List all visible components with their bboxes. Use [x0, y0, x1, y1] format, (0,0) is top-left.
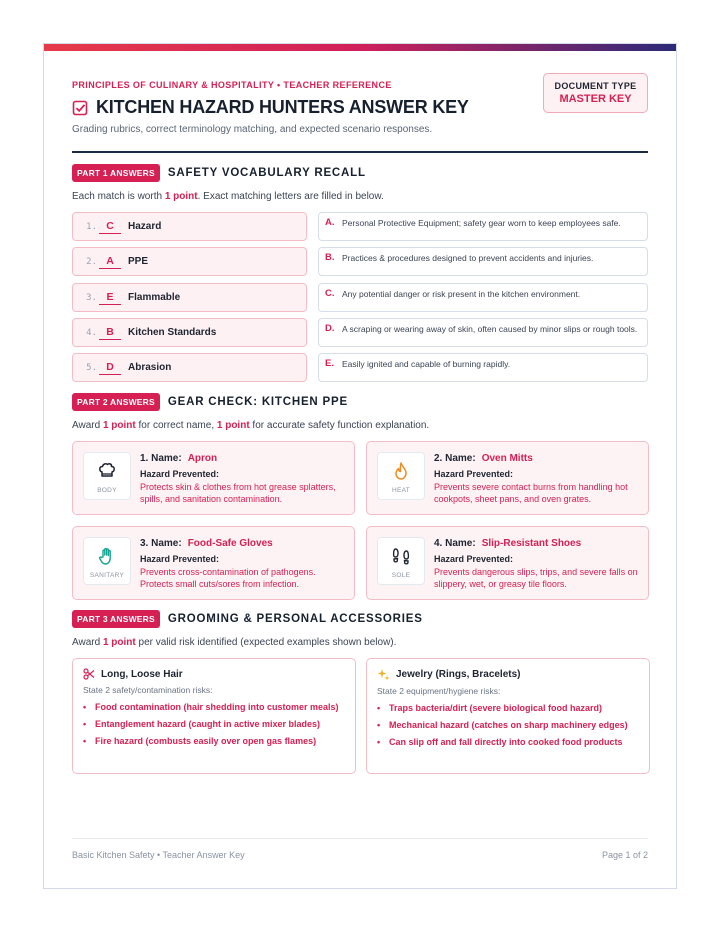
definition-text: Any potential danger or risk present in the kitchen environment.	[342, 289, 581, 299]
definition-row: A. Personal Protective Equipment; safety gear worn to keep employees safe.	[318, 212, 648, 241]
definition-text: Practices & procedures designed to prevent accidents and injuries.	[342, 253, 594, 263]
definition-row: E. Easily ignited and capable of burning rapidly.	[318, 353, 648, 382]
page-number: Page 1 of 2	[601, 850, 648, 860]
header-divider	[72, 151, 648, 153]
ppe-answer: Food-Safe Gloves	[187, 538, 273, 549]
badge-value: MASTER KEY	[559, 93, 632, 105]
ppe-description: Prevents severe contact burns from handling hot cookpots, sheet pans, and oven grates.	[434, 482, 628, 504]
part2-pill: PART 2 ANSWERS	[72, 393, 160, 411]
grooming-card-hair: Long, Loose Hair State 2 safety/contamination risks: • Food contamination (hair shedding into customer meals) • Entanglement hazard (caught in active mixer blades) • Fire hazard (combusts easily over open gas flames)	[72, 658, 356, 774]
ppe-icon-box: SOLE	[377, 537, 425, 585]
term-row: 2. A PPE	[72, 247, 307, 276]
term-label: Kitchen Standards	[128, 327, 217, 338]
term-row: 4. B Kitchen Standards	[72, 318, 307, 347]
definition-text: Personal Protective Equipment; safety gear worn to keep employees safe.	[342, 218, 621, 228]
ppe-answer: Slip-Resistant Shoes	[481, 538, 582, 549]
hand-icon	[97, 546, 117, 566]
ppe-description: Protects skin & clothes from hot grease splatters, spills, and sanitation contamination.	[140, 482, 336, 504]
part3-note: Award 1 point per valid risk identified (expected examples shown below).	[72, 637, 397, 648]
part1-title: SAFETY VOCABULARY RECALL	[167, 167, 366, 179]
term-row: 1. C Hazard	[72, 212, 307, 241]
definition-text: Easily ignited and capable of burning rapidly.	[342, 359, 511, 369]
grooming-card-jewelry: Jewelry (Rings, Bracelets) State 2 equipment/hygiene risks: • Traps bacteria/dirt (severe biological food hazard) • Mechanical hazard (catches on sharp machinery edges) • Can slip off and fall directly into cooked food products	[366, 658, 650, 774]
footprints-icon	[391, 546, 411, 566]
term-label: Abrasion	[128, 362, 172, 373]
ppe-description: Prevents dangerous slips, trips, and severe falls on slippery, wet, or greasy tile floors.	[434, 567, 638, 589]
checkbox-icon	[72, 100, 88, 116]
term-row: 5. D Abrasion	[72, 353, 307, 382]
part1-pill: PART 1 ANSWERS	[72, 164, 160, 182]
part2-header	[72, 393, 348, 411]
answer-letter: D	[99, 361, 121, 375]
page-subtitle: Grading rubrics, correct terminology matching, and expected scenario responses.	[72, 124, 433, 135]
title-row	[72, 97, 469, 118]
risk-item: • Traps bacteria/dirt (severe biological food hazard)	[377, 701, 639, 715]
risk-list	[83, 700, 345, 748]
kicker: PRINCIPLES OF CULINARY & HOSPITALITY • TEACHER REFERENCE	[72, 80, 392, 90]
definition-row: C. Any potential danger or risk present in the kitchen environment.	[318, 283, 648, 312]
term-label: Hazard	[128, 221, 162, 232]
ppe-card-gloves: SANITARY 3. Name: Food-Safe Gloves Hazard Prevented: Prevents cross-contamination of pathogens. Protects small cuts/sores from infection.	[72, 526, 355, 600]
ppe-card-apron: BODY 1. Name: Apron Hazard Prevented: Protects skin & clothes from hot grease splatters, spills, and sanitation contamination.	[72, 441, 355, 515]
part2-note: Award 1 point for correct name, 1 point for accurate safety function explanation.	[72, 420, 430, 431]
risk-item: • Entanglement hazard (caught in active mixer blades)	[83, 717, 345, 731]
part1-note: Each match is worth 1 point. Exact matching letters are filled in below.	[72, 191, 384, 202]
footer-title: Basic Kitchen Safety • Teacher Answer Key	[72, 850, 245, 860]
ppe-card-oven-mitts: HEAT 2. Name: Oven Mitts Hazard Prevented: Prevents severe contact burns from handling hot cookpots, sheet pans, and oven grates.	[366, 441, 649, 515]
document-type-badge	[543, 73, 648, 113]
part3-header	[72, 610, 423, 628]
answer-letter: E	[99, 291, 121, 305]
scissors-icon	[83, 668, 95, 680]
ppe-icon-box: BODY	[83, 452, 131, 500]
ppe-answer: Apron	[187, 453, 218, 464]
risk-list	[377, 701, 639, 749]
risk-item: • Food contamination (hair shedding into customer meals)	[83, 700, 345, 714]
sparkle-icon	[377, 668, 390, 681]
ppe-answer: Oven Mitts	[481, 453, 533, 464]
term-label: PPE	[128, 256, 149, 267]
chef-hat-icon	[97, 461, 117, 481]
badge-label: DOCUMENT TYPE	[554, 81, 637, 91]
answer-letter: A	[99, 255, 121, 269]
answer-letter: C	[99, 220, 121, 234]
ppe-card-shoes: SOLE 4. Name: Slip-Resistant Shoes Hazard Prevented: Prevents dangerous slips, trips, and severe falls on slippery, wet, or greasy tile floors.	[366, 526, 649, 600]
risk-item: • Can slip off and fall directly into cooked food products	[377, 735, 639, 749]
grooming-title: Jewelry (Rings, Bracelets)	[396, 669, 521, 680]
term-row: 3. E Flammable	[72, 283, 307, 312]
grooming-title: Long, Loose Hair	[101, 668, 183, 680]
part1-header	[72, 164, 366, 182]
answer-key-page	[43, 43, 677, 889]
risk-item: • Fire hazard (combusts easily over open gas flames)	[83, 734, 345, 748]
part3-pill: PART 3 ANSWERS	[72, 610, 160, 628]
ppe-icon-box: SANITARY	[83, 537, 131, 585]
ppe-icon-box: HEAT	[377, 452, 425, 500]
answer-letter: B	[99, 326, 121, 340]
gradient-top-bar	[44, 44, 676, 51]
page-title: KITCHEN HAZARD HUNTERS ANSWER KEY	[96, 97, 469, 117]
definition-row: D. A scraping or wearing away of skin, often caused by minor slips or rough tools.	[318, 318, 648, 347]
risk-item: • Mechanical hazard (catches on sharp machinery edges)	[377, 718, 639, 732]
definition-text: A scraping or wearing away of skin, often caused by minor slips or rough tools.	[342, 324, 638, 334]
term-label: Flammable	[128, 292, 181, 303]
flame-icon	[391, 461, 411, 481]
ppe-description: Prevents cross-contamination of pathogens. Protects small cuts/sores from infection.	[140, 567, 316, 589]
definition-row: B. Practices & procedures designed to prevent accidents and injuries.	[318, 247, 648, 276]
footer-divider	[72, 838, 648, 839]
part2-title: GEAR CHECK: KITCHEN PPE	[167, 396, 348, 408]
part3-title: GROOMING & PERSONAL ACCESSORIES	[167, 613, 423, 625]
